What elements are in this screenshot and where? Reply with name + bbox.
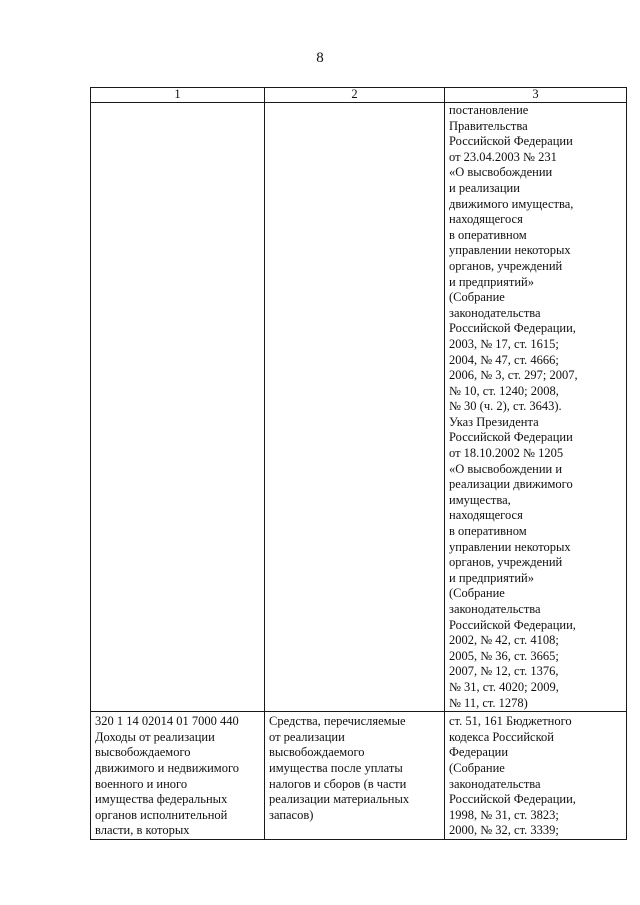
text-line: кодекса Российской: [449, 729, 554, 744]
text-line: 320 1 14 02014 01 7000 440: [95, 714, 239, 729]
text-line: «О высвобождении и: [449, 461, 563, 476]
row1-col1-cell: [91, 103, 265, 712]
column-header-1: 1: [91, 88, 265, 103]
text-line: Российской Федерации,: [449, 617, 576, 632]
text-line: ст. 51, 161 Бюджетного: [449, 714, 572, 729]
row1-col3-cell: [445, 103, 627, 712]
text-line: управлении некоторых: [449, 539, 571, 554]
text-line: управлении некоторых: [449, 243, 571, 258]
text-line: законодательства: [449, 602, 541, 616]
text-line: запасов): [269, 807, 314, 822]
table-header-row: [91, 88, 627, 103]
text-line: высвобождаемого: [95, 745, 191, 760]
text-line: военного и иного: [95, 776, 188, 791]
text-line: от 18.10.2002 № 1205: [449, 446, 564, 461]
text-line: реализации движимого: [449, 477, 573, 492]
text-line: в оперативном: [449, 227, 527, 242]
text-line: 2003, № 17, ст. 1615;: [449, 336, 559, 351]
text-line: № 10, ст. 1240; 2008,: [449, 383, 559, 398]
text-line: № 11, ст. 1278): [449, 695, 528, 710]
text-line: власти, в которых: [95, 823, 190, 838]
text-line: в оперативном: [449, 524, 527, 539]
text-line: органов, учреждений: [449, 555, 563, 570]
row1-col2-cell: [265, 103, 445, 712]
column-header-2: 2: [265, 88, 445, 103]
text-line: законодательства: [449, 776, 541, 791]
text-line: Средства, перечисляемые: [269, 714, 406, 729]
table-row: [91, 103, 627, 712]
text-line: постановление: [449, 103, 529, 117]
text-line: законодательства: [449, 305, 541, 320]
text-line: имущества федеральных: [95, 792, 228, 807]
text-line: Российской Федерации,: [449, 321, 576, 336]
text-line: имущества после уплаты: [269, 760, 403, 775]
text-line: реализации материальных: [269, 792, 410, 807]
text-line: имущества,: [449, 492, 511, 507]
text-line: органов, учреждений: [449, 258, 563, 273]
document-table: [90, 87, 627, 840]
text-line: Российской Федерации,: [449, 792, 576, 807]
text-line: 1998, № 31, ст. 3823;: [449, 807, 559, 822]
text-line: (Собрание: [449, 586, 505, 601]
text-line: 2004, № 47, ст. 4666;: [449, 352, 559, 367]
text-line: от 23.04.2003 № 231: [449, 149, 557, 164]
column-header-3: 3: [445, 88, 627, 103]
text-line: и реализации: [449, 180, 520, 195]
text-line: налогов и сборов (в части: [269, 776, 407, 791]
text-line: движимого и недвижимого: [95, 760, 240, 775]
row2-col2-cell: [265, 712, 445, 840]
text-line: Указ Президента: [449, 414, 539, 429]
text-line: и предприятий»: [449, 570, 534, 585]
text-line: находящегося: [449, 508, 523, 523]
text-line: и предприятий»: [449, 274, 534, 289]
text-line: находящегося: [449, 212, 523, 227]
text-line: 2002, № 42, ст. 4108;: [449, 633, 559, 648]
text-line: (Собрание: [449, 290, 505, 305]
text-line: от реализации: [269, 729, 345, 744]
text-line: 2005, № 36, ст. 3665;: [449, 648, 559, 663]
table-row: [91, 712, 627, 840]
text-line: № 30 (ч. 2), ст. 3643).: [449, 399, 562, 414]
text-line: 2006, № 3, ст. 297; 2007,: [449, 368, 578, 383]
text-line: органов исполнительной: [95, 807, 228, 822]
text-line: Российской Федерации: [449, 430, 573, 445]
text-line: 2000, № 32, ст. 3339;: [449, 823, 559, 838]
text-line: «О высвобождении: [449, 165, 553, 180]
text-line: Федерации: [449, 745, 509, 760]
text-line: Доходы от реализации: [95, 729, 215, 744]
text-line: 2007, № 12, ст. 1376,: [449, 664, 559, 679]
row2-col3-cell: [445, 712, 627, 840]
row2-col1-cell: [91, 712, 265, 840]
text-line: высвобождаемого: [269, 745, 365, 760]
page-number: 8: [316, 50, 324, 66]
text-line: движимого имущества,: [449, 196, 574, 211]
text-line: (Собрание: [449, 760, 505, 775]
text-line: Российской Федерации: [449, 134, 573, 149]
text-line: Правительства: [449, 118, 528, 133]
text-line: № 31, ст. 4020; 2009,: [449, 679, 559, 694]
